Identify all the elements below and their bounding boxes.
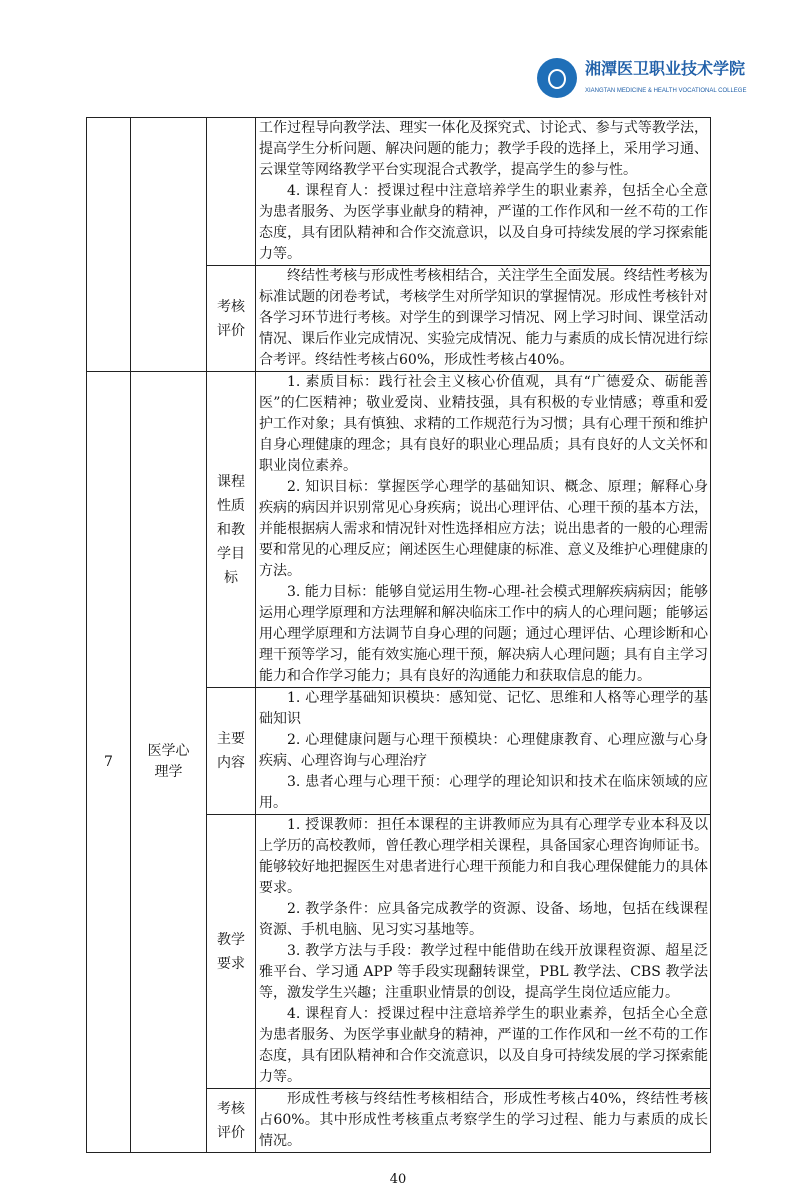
course-number: 7 bbox=[87, 372, 131, 1153]
goals-label: 课程性质和教学目标 bbox=[217, 473, 245, 586]
logo-chinese-name: 湘潭医卫职业技术学院 bbox=[585, 59, 746, 78]
assess-label: 考核评价 bbox=[217, 1100, 245, 1141]
content-paragraph: 1. 心理学基础知识模块：感知觉、记忆、思维和人格等心理学的基础知识 bbox=[259, 690, 708, 727]
requirement-paragraph: 4. 课程育人：授课过程中注意培养学生的职业素养，包括全心全意为患者服务、为医学事业献身的精神，严谨的工作作风和一丝不苟的工作态度，具有团队精神和合作交流意识，以及自身可持续发展的学习探索能力等。 bbox=[259, 1006, 708, 1085]
assessment-label: 考核评价 bbox=[217, 298, 245, 339]
paragraph: 工作过程导向教学法、理实一体化及探究式、讨论式、参与式等教学法，提高学生分析问题、解决问题的能力；教学手段的选择上，采用学习通、云课堂等网络教学平台实现混合式教学，提高学生的参与性。 bbox=[259, 120, 708, 178]
assess-text: 形成性考核与终结性考核相结合，形成性考核占40%，终结性考核占60%。其中形成性考核重点考察学生的学习过程、能力与素质的成长情况。 bbox=[259, 1091, 708, 1149]
page-body bbox=[86, 117, 710, 1189]
table-row bbox=[87, 118, 711, 266]
goal-paragraph: 2. 知识目标：掌握医学心理学的基础知识、概念、原理；解释心身疾病的病因并识别常见心身疾病；说出心理评估、心理干预的基本方法，并能根据病人需求和情况针对性选择相应方法；说出患者的一般的心理需要和常见的心理反应；阐述医生心理健康的标准、意义及维护心理健康的方法。 bbox=[259, 479, 708, 579]
requirement-paragraph: 2. 教学条件：应具备完成教学的资源、设备、场地，包括在线课程资源、手机电脑、见习实习基地等。 bbox=[259, 901, 708, 938]
course-name: 医学心理学 bbox=[131, 372, 207, 1153]
table-row bbox=[87, 372, 711, 688]
requirements-label: 教学要求 bbox=[217, 931, 245, 972]
logo-english-name: XIANGTAN MEDICINE & HEALTH VOCATIONAL COLLEGE bbox=[585, 88, 747, 94]
content-paragraph: 2. 心理健康问题与心理干预模块：心理健康教育、心理应激与心身疾病、心理咨询与心理治疗 bbox=[259, 732, 708, 769]
page-number: 40 bbox=[389, 1172, 407, 1187]
paragraph: 4. 课程育人：授课过程中注意培养学生的职业素养，包括全心全意为患者服务、为医学事业献身的精神，严谨的工作作风和一丝不苟的工作态度，具有团队精神和合作交流意识，以及自身可持续发展的学习探索能力等。 bbox=[259, 183, 708, 262]
course-table bbox=[86, 117, 711, 1153]
college-emblem-icon bbox=[537, 58, 577, 98]
goal-paragraph: 1. 素质目标：践行社会主义核心价值观，具有“广德爱众、砺能善医”的仁医精神；敬业爱岗、业精技强，具有积极的专业情感；尊重和爱护工作对象；具有慎独、求精的工作规范行为习惯；具有心理干预和维护自身心理健康的理念；具有良好的职业心理品质；具有良好的人文关怀和职业岗位素养。 bbox=[259, 374, 708, 474]
prev-course-cell bbox=[131, 118, 207, 372]
content-paragraph: 3. 患者心理与心理干预：心理学的理论知识和技术在临床领域的应用。 bbox=[259, 774, 708, 811]
assessment-text: 终结性考核与形成性考核相结合，关注学生全面发展。终结性考核为标准试题的闭卷考试，考核学生对所学知识的掌握情况。形成性考核针对各学习环节进行考核。对学生的到课学习情况、网上学习时间、课堂活动情况、课后作业完成情况、实验完成情况、能力与素质的成长情况进行综合考评。终结性考核占60%，形成性考核占40%。 bbox=[259, 268, 708, 368]
content-label: 主要内容 bbox=[217, 731, 245, 771]
college-logo bbox=[533, 56, 747, 104]
prev-number-cell bbox=[87, 118, 131, 372]
requirement-paragraph: 3. 教学方法与手段：教学过程中能借助在线开放课程资源、超星泛雅平台、学习通 APP 等手段实现翻转课堂，PBL 教学法、CBS 教学法等，激发学生兴趣；注重职业情景的创设，提高学生岗位适应能力。 bbox=[259, 943, 708, 1001]
goal-paragraph: 3. 能力目标：能够自觉运用生物-心理-社会模式理解疾病病因；能够运用心理学原理和方法理解和解决临床工作中的病人的心理问题；能够运用心理学原理和方法调节自身心理的问题；通过心理评估、心理诊断和心理干预等学习，能有效实施心理干预，解决病人心理问题；具有自主学习能力和合作学习能力；具有良好的沟通能力和获取信息的能力。 bbox=[259, 584, 708, 684]
prev-teaching-requirements bbox=[256, 118, 711, 266]
requirement-paragraph: 1. 授课教师：担任本课程的主讲教师应为具有心理学专业本科及以上学历的高校教师，曾任教心理学相关课程，具备国家心理咨询师证书。能够较好地把握医生对患者进行心理干预能力和自我心理保健能力的具体要求。 bbox=[259, 817, 708, 896]
prev-label-cell bbox=[207, 118, 256, 266]
